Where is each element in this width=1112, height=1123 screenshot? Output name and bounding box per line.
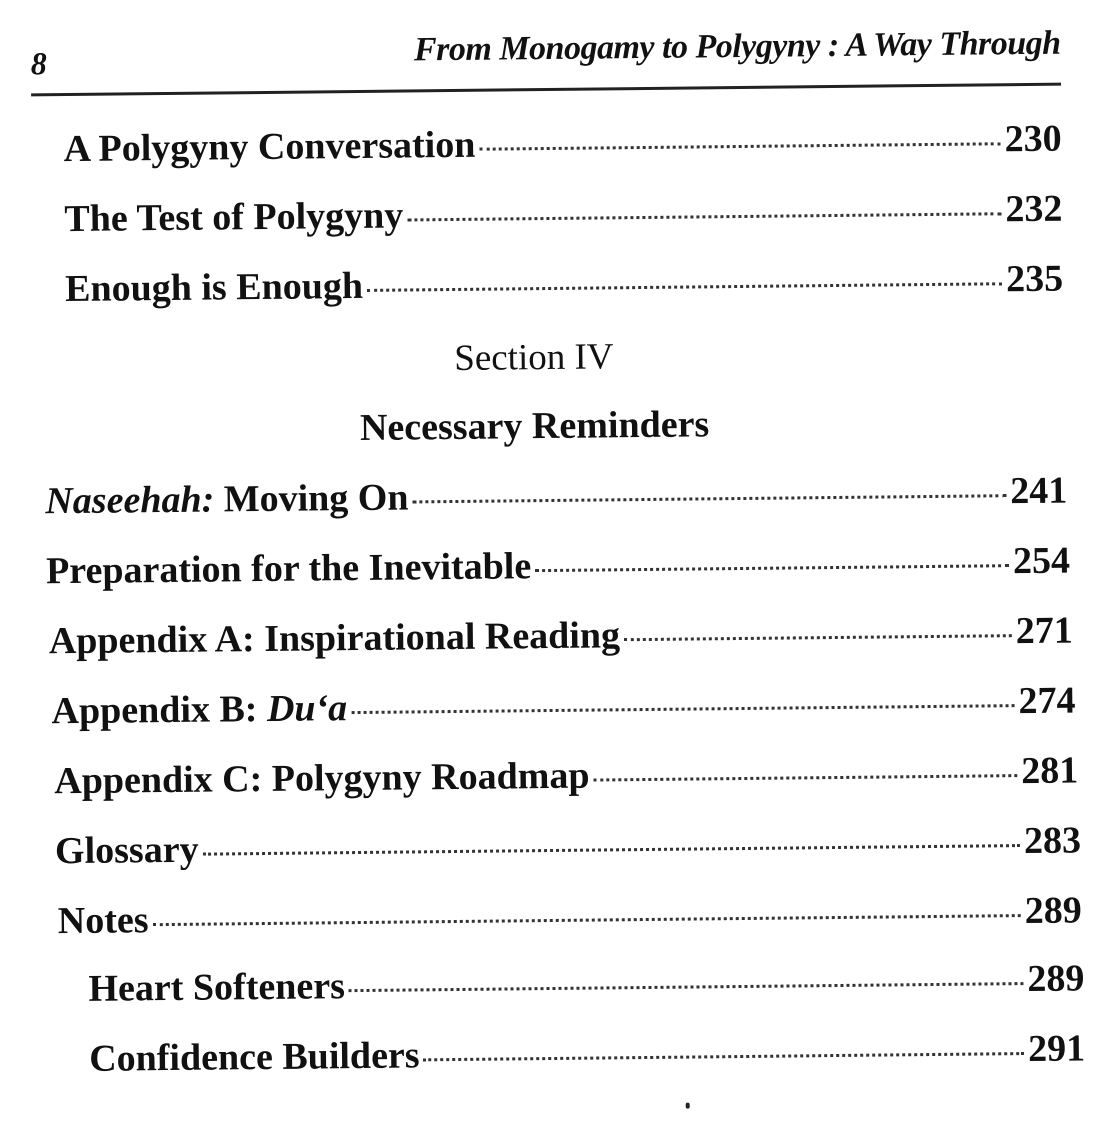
- page-number: 8: [30, 45, 47, 82]
- toc-entry-page: 289: [1027, 957, 1085, 1001]
- toc-entry: [54, 748, 1078, 809]
- dot-leader: [479, 142, 1000, 150]
- toc-entry-page: 274: [1018, 679, 1076, 723]
- toc-entry-page: 291: [1027, 1027, 1086, 1071]
- dot-leader: [594, 774, 1018, 781]
- toc-entry: [65, 257, 1063, 317]
- section-number: Section IV: [454, 336, 614, 379]
- toc-entry-label: Enough is Enough: [64, 264, 364, 311]
- toc-entry: [45, 469, 1067, 530]
- toc-entry-label: [51, 686, 347, 733]
- toc-entry-label-text: Appendix B:: [51, 687, 268, 733]
- dot-leader: [351, 704, 1014, 714]
- toc-entry: [58, 888, 1082, 949]
- toc-entry-label: [45, 475, 409, 523]
- toc-entry-page: 230: [1004, 117, 1062, 161]
- toc-entry-label: Appendix C: Polygyny Roadmap: [54, 754, 590, 803]
- toc-entry: [88, 956, 1084, 1016]
- toc-entry: [55, 818, 1081, 879]
- toc-entry: [51, 679, 1075, 740]
- toc-entry-label-text: Moving On: [214, 476, 409, 521]
- toc-entry-label-italic: Naseehah:: [45, 478, 215, 523]
- dot-leader: [367, 282, 1002, 292]
- toc-entry-page: 281: [1021, 749, 1079, 793]
- toc-entry-page: 283: [1023, 819, 1082, 863]
- toc-entry: [46, 539, 1070, 600]
- dot-leader: [153, 914, 1021, 926]
- toc-entry-page: 232: [1005, 187, 1063, 231]
- toc-entry-label: Confidence Builders: [88, 1034, 420, 1080]
- toc-entry-label: A Polygyny Conversation: [63, 123, 476, 171]
- dot-leader: [349, 982, 1024, 992]
- toc-entry-label: Preparation for the Inevitable: [45, 545, 532, 593]
- book-title: From Monogamy to Polygyny : A Way Through: [413, 24, 1061, 69]
- toc-entry-page: 254: [1012, 539, 1071, 583]
- toc-entry-label: Heart Softeners: [88, 965, 346, 1010]
- running-head: [30, 13, 1061, 84]
- dot-leader: [424, 1052, 1025, 1061]
- toc-entry-page: 271: [1015, 609, 1073, 653]
- toc-entry-label: Glossary: [54, 828, 199, 873]
- dot-leader: [535, 564, 1009, 572]
- header-rule: [31, 83, 1061, 97]
- section-title: Necessary Reminders: [359, 403, 710, 449]
- toc-entry: [89, 1026, 1085, 1086]
- toc-entry-page: 241: [1010, 469, 1068, 513]
- toc-entry: [49, 609, 1073, 670]
- toc-entry: [63, 117, 1061, 177]
- dot-leader: [624, 634, 1012, 641]
- toc-entry-label-italic: Du‘a: [266, 687, 348, 730]
- toc-entry-label: The Test of Polygyny: [64, 194, 404, 241]
- toc-entry-label: Appendix A: Inspirational Reading: [48, 614, 621, 663]
- toc-entry-label: Notes: [57, 899, 149, 943]
- toc-entry-page: 235: [1005, 257, 1064, 301]
- dot-leader: [407, 212, 1001, 221]
- scan-speck: [686, 1103, 690, 1109]
- dot-leader: [203, 844, 1020, 856]
- dot-leader: [413, 494, 1007, 503]
- toc-entry-page: 289: [1024, 889, 1082, 933]
- toc-entry: [64, 187, 1062, 247]
